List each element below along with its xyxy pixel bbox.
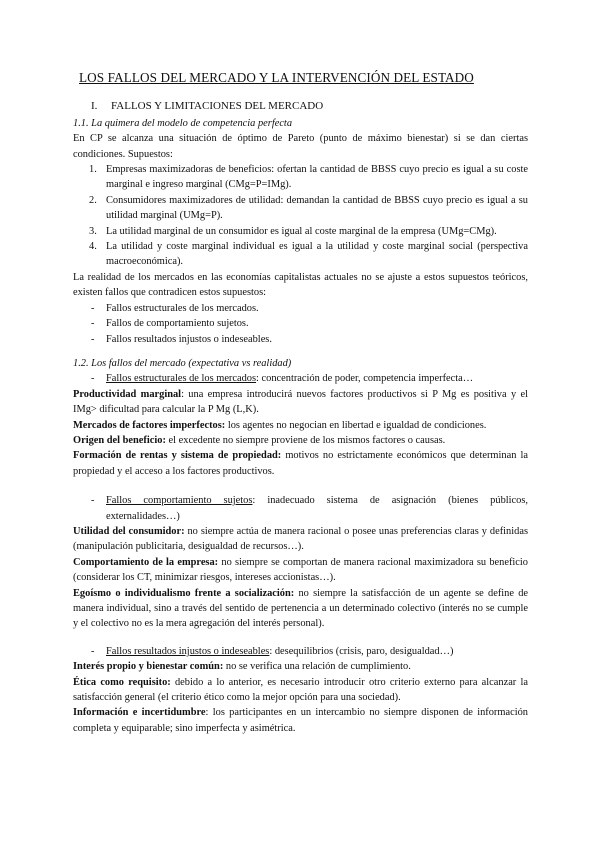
- intro-paragraph: En CP se alcanza una situación de óptimo de Pareto (punto de máximo bienestar) si se dan ciertas condiciones. Supuestos:: [73, 133, 528, 160]
- definition: no siempre la satisfacción de un agente se define de manera individual, sino a través del sentido de pertenencia a un determinado colectivo (interés no se cumple y el colectivo no es la mera agregación del interés personal).: [73, 587, 529, 630]
- spacer: [73, 479, 528, 493]
- term: Productividad marginal: [73, 388, 182, 400]
- term: Información e incertidumbre: [73, 707, 206, 719]
- group-title: Fallos comportamiento sujetos: [106, 495, 253, 507]
- item-number: 2.: [89, 194, 97, 206]
- subsection-1-2-title: 1.2. Los fallos del mercado (expectativa vs realidad): [73, 357, 292, 369]
- spacer: [73, 632, 528, 644]
- definition-paragraph: [73, 675, 528, 706]
- list-item: [73, 644, 528, 659]
- term: Utilidad del consumidor:: [73, 525, 185, 537]
- reality-paragraph: La realidad de los mercados en las economías capitalistas actuales no se ajuste a estos supuestos teóricos, existen fallos que contradicen estos supuestos:: [73, 271, 528, 299]
- list-item: [73, 493, 528, 524]
- item-text: La utilidad marginal de un consumidor es igual al coste marginal de la empresa (UMg=CMg).: [106, 225, 497, 237]
- definition: el excedente no siempre proviene de los mismos factores o causas.: [165, 434, 446, 446]
- item-number: 4.: [89, 241, 97, 253]
- definition-paragraph: [73, 705, 528, 736]
- group-1-heading: [73, 371, 528, 386]
- section-number: I.: [91, 100, 98, 113]
- dash-bullet: -: [91, 318, 95, 330]
- definition: los agentes no negocian en libertad e igualdad de condiciones.: [225, 419, 487, 431]
- definition-paragraph: [73, 659, 528, 674]
- subsection-1-1-title: 1.1. La quimera del modelo de competencia perfecta: [73, 117, 293, 129]
- definition-paragraph: [73, 433, 528, 448]
- item-text: Fallos de comportamiento sujetos.: [106, 318, 249, 330]
- definition-paragraph: [73, 387, 528, 418]
- document-title: LOS FALLOS DEL MERCADO Y LA INTERVENCIÓN DEL ESTADO: [79, 70, 474, 85]
- item-number: 3.: [89, 225, 97, 237]
- group-title: Fallos estructurales de los mercados: [106, 373, 257, 385]
- assumption-item: [73, 193, 528, 224]
- section-title: FALLOS Y LIMITACIONES DEL MERCADO: [111, 100, 324, 113]
- item-text: Fallos estructurales de los mercados.: [106, 302, 259, 314]
- dash-bullet: -: [91, 333, 95, 345]
- list-item: [73, 332, 528, 347]
- group-2-heading: [73, 493, 528, 524]
- term: Origen del beneficio:: [73, 434, 166, 446]
- item-text: La utilidad y coste marginal individual es igual a la utilidad y coste marginal social (perspectiva macroeconómica).: [106, 241, 528, 268]
- definition-paragraph: [73, 586, 528, 632]
- assumption-item: [73, 224, 528, 239]
- spacer: [73, 347, 528, 356]
- item-text: Fallos resultados injustos o indeseables.: [106, 333, 272, 345]
- dash-bullet: -: [91, 495, 95, 507]
- group-title: Fallos resultados injustos o indeseables: [106, 645, 270, 657]
- group-3-heading: [73, 644, 528, 659]
- definition: motivos no estrictamente económicos que determinan la propiedad y el acceso a los factores productivos.: [73, 450, 528, 477]
- definition: no se verifica una relación de cumplimiento.: [223, 661, 411, 673]
- assumption-item: [73, 239, 528, 270]
- group-desc: : inadecuado sistema de asignación (bienes públicos, externalidades…): [106, 495, 528, 522]
- term: Comportamiento de la empresa:: [73, 556, 219, 568]
- list-item: [73, 316, 528, 331]
- assumption-item: [73, 162, 528, 193]
- item-text: Consumidores maximizadores de utilidad: demandan la cantidad de BBSS cuyo precio es igual a su utilidad marginal (UMg=P).: [106, 194, 528, 222]
- assumptions-list: [73, 162, 528, 270]
- dash-bullet: -: [91, 302, 95, 314]
- list-item: [73, 371, 528, 386]
- term: Interés propio y bienestar común:: [73, 661, 224, 673]
- failures-list: [73, 301, 528, 347]
- definition-paragraph: [73, 418, 528, 433]
- term: Ética como requisito:: [73, 676, 171, 688]
- definition-paragraph: [73, 448, 528, 479]
- term: Formación de rentas y sistema de propiedad:: [73, 450, 282, 462]
- list-item: [73, 301, 528, 316]
- definition-paragraph: [73, 524, 528, 555]
- definition: no siempre se comportan de manera racional maximizadora su beneficio (considerar los CT, minimizar riesgos, intereses accionistas…).: [73, 556, 529, 584]
- term: Mercados de factores imperfectos:: [73, 419, 226, 431]
- definition: : los participantes en un intercambio no siempre disponen de información completa y equiparable; sino imperfecta y asimétrica.: [73, 707, 528, 734]
- item-number: 1.: [89, 164, 97, 176]
- document-page: [73, 70, 528, 736]
- definition-paragraph: [73, 555, 528, 586]
- definition: no siempre actúa de manera racional o posee unas preferencias claras y definidas (manipulación publicitaria, desigualdad de recursos…).: [73, 525, 528, 553]
- definition: debido a lo anterior, es necesario introducir otro criterio externo para alcanzar la satisfacción general (el criterio ético como la mejor opción para una sociedad).: [73, 676, 529, 704]
- item-text: Empresas maximizadoras de beneficios: ofertan la cantidad de BBSS cuyo precio es igual a su coste marginal e ingreso marginal (CMg=P=IMg).: [106, 164, 528, 191]
- dash-bullet: -: [91, 373, 95, 385]
- dash-bullet: -: [91, 645, 95, 657]
- group-desc: : desequilibrios (crisis, paro, desigualdad…): [269, 645, 454, 657]
- definition: : una empresa introducirá nuevos factores productivos si P Mg es positiva y el IMg> dificultad para calcular la P Mg (L,K).: [73, 388, 528, 416]
- section-heading: [91, 99, 528, 114]
- term: Egoísmo o individualismo frente a socialización:: [73, 587, 295, 599]
- group-desc: : concentración de poder, competencia imperfecta…: [256, 373, 474, 385]
